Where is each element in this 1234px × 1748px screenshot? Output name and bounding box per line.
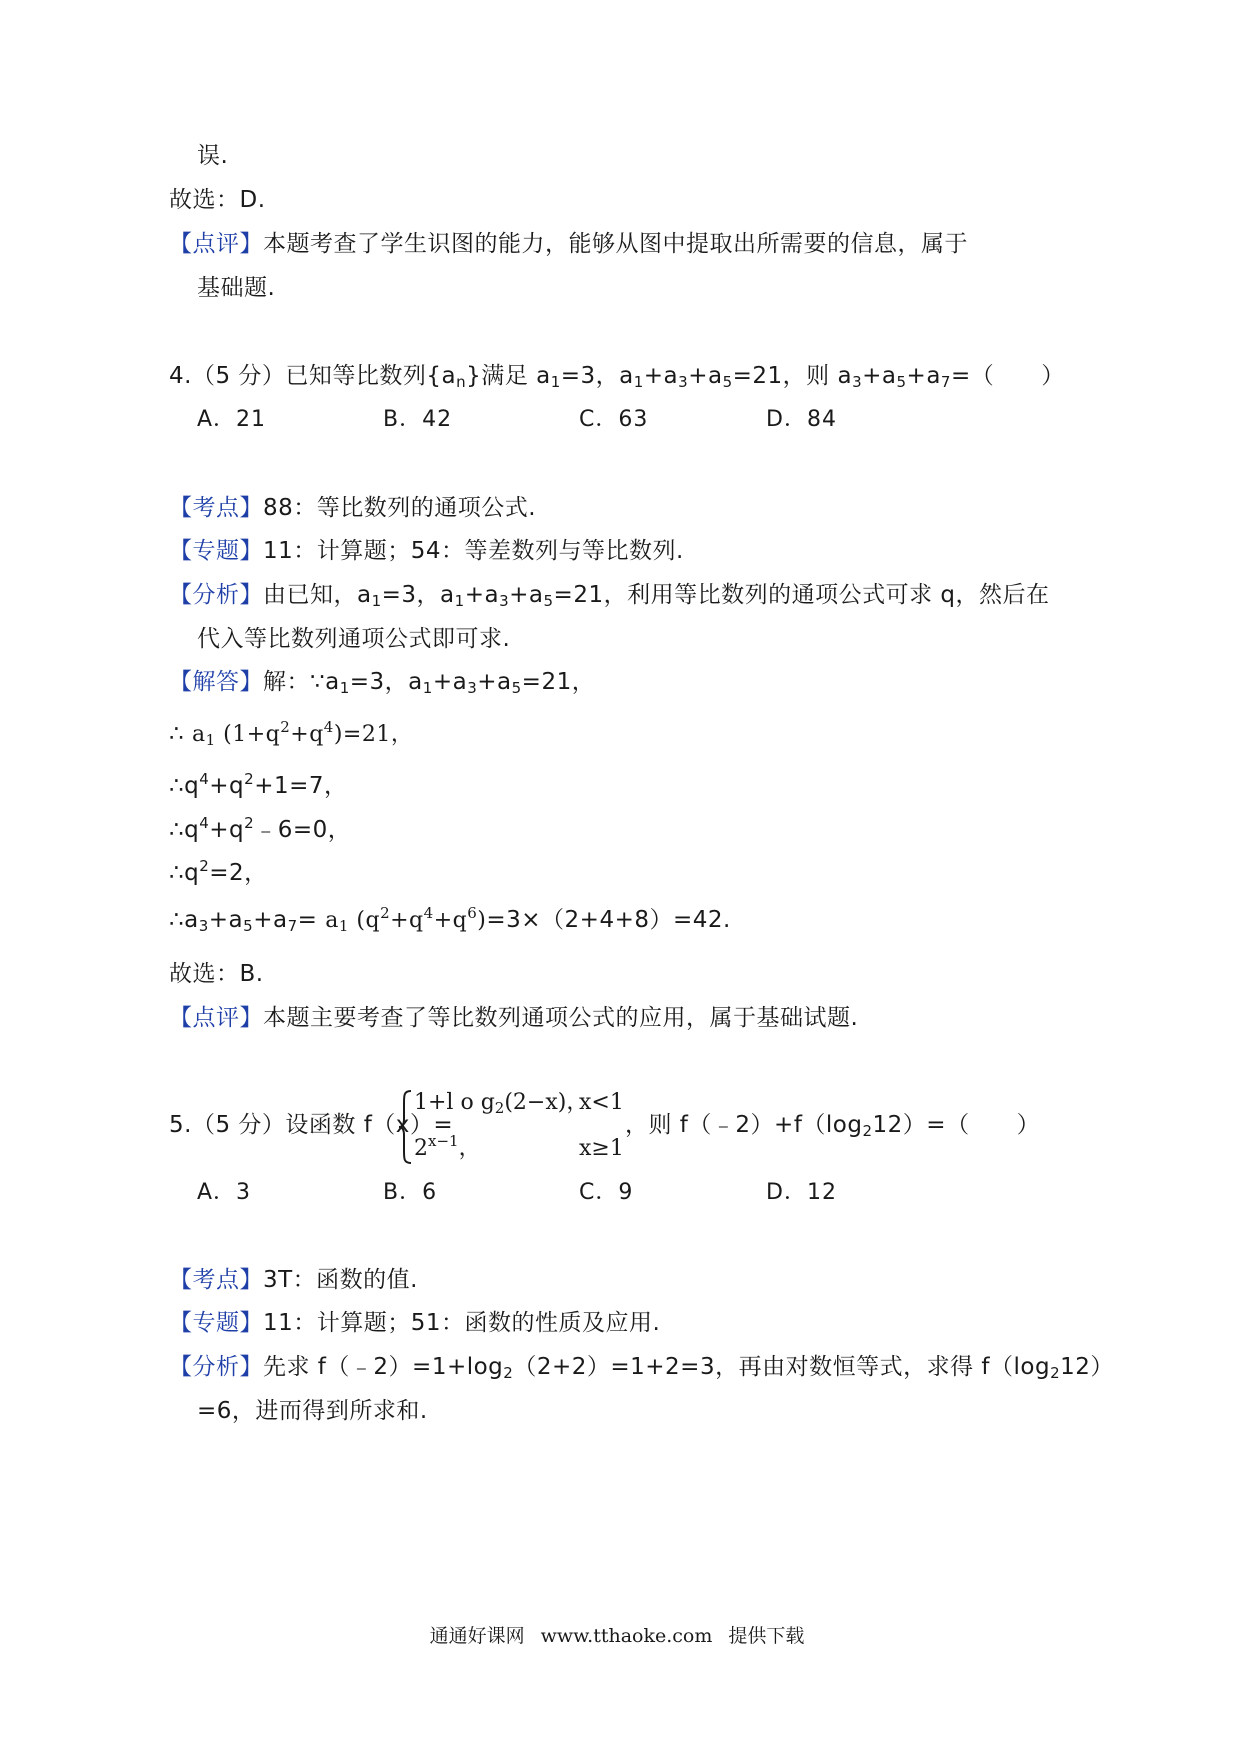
q4-choose: 故选：B. bbox=[169, 961, 264, 987]
footer-site-name: 通通好课网 bbox=[429, 1625, 525, 1647]
fenxi-text: 由已知，$a_1=3$，$a_1+a_3+a_5=21$，利用等比数列的通项公式可求 q，然后在 bbox=[263, 582, 1050, 610]
q4-option-b: B．42 bbox=[383, 407, 453, 432]
q4-step1: ∴ $a_1$ $(1+q^2+q^4)=21$， bbox=[169, 718, 414, 749]
q4-option-d: D．84 bbox=[766, 407, 837, 432]
kaodian-text: 3T：函数的值. bbox=[263, 1267, 418, 1293]
q4-zhuanti bbox=[169, 536, 684, 566]
tag-jieda: 【解答】 bbox=[169, 669, 263, 695]
comment-text: 本题主要考查了等比数列通项公式的应用，属于基础试题. bbox=[263, 1005, 859, 1031]
tag-kaodian: 【考点】 bbox=[169, 1267, 263, 1293]
q5-option-d: D．12 bbox=[766, 1180, 837, 1205]
q5-stem-prefix: 5.（5 分）设函数 f（x）= bbox=[169, 1112, 454, 1138]
q5-option-a: A．3 bbox=[197, 1180, 252, 1205]
zhuanti-text: 11：计算题；54：等差数列与等比数列. bbox=[263, 538, 684, 564]
prev-comment-cont: 基础题. bbox=[197, 275, 276, 301]
left-brace-icon bbox=[398, 1089, 414, 1165]
tag-zhuanti: 【专题】 bbox=[169, 1310, 263, 1336]
q5-case1-cond: x<1 bbox=[579, 1090, 624, 1115]
prev-line: 误. bbox=[197, 143, 229, 169]
tag-dianping: 【点评】 bbox=[169, 231, 263, 257]
footer-url[interactable]: www.tthaoke.com bbox=[540, 1625, 713, 1647]
q4-comment bbox=[169, 1003, 858, 1033]
jieda-text: 解：$\because a_1=3$，$a_1+a_3+a_5=21$， bbox=[263, 669, 596, 697]
comment-text: 本题考查了学生识图的能力，能够从图中提取出所需要的信息，属于 bbox=[263, 231, 968, 257]
prev-comment bbox=[169, 229, 968, 259]
q4-fenxi bbox=[169, 580, 1050, 610]
q5-option-c: C．9 bbox=[579, 1180, 634, 1205]
q4-stem: 4.（5 分）已知等比数列$\{a_n\}$满足 $a_1=3$，$a_1+a_3+a_5=21$，则 $a_3+a_5+a_7=$（ ） bbox=[169, 363, 1065, 391]
q4-step5: $\therefore a_3+a_5+a_7= a_1$ $(q^2+q^4+q^6)=3\times(2+4+8)=42$. bbox=[169, 904, 731, 935]
q5-case2-expr: $2^{x-1}$， bbox=[414, 1132, 481, 1161]
q5-case1-expr: 1+l o $g_2(2-x)$， bbox=[414, 1090, 589, 1117]
q4-step4: $\therefore q^2=2$， bbox=[169, 857, 268, 886]
tag-dianping: 【点评】 bbox=[169, 1005, 263, 1031]
q4-fenxi-cont: 代入等比数列通项公式即可求. bbox=[197, 626, 511, 652]
q5-case2-cond: x≥1 bbox=[579, 1136, 624, 1161]
zhuanti-text: 11：计算题；51：函数的性质及应用. bbox=[263, 1310, 661, 1336]
page-footer bbox=[0, 1621, 1234, 1648]
q4-jieda bbox=[169, 667, 595, 697]
tag-fenxi: 【分析】 bbox=[169, 582, 263, 608]
q5-stem-suffix: ，则 $f(﹣2)+f(\log_212)=$（ ） bbox=[625, 1112, 1041, 1140]
q5-fenxi bbox=[169, 1352, 1114, 1382]
tag-zhuanti: 【专题】 bbox=[169, 538, 263, 564]
q4-option-c: C．63 bbox=[579, 407, 649, 432]
q5-kaodian bbox=[169, 1265, 418, 1295]
tag-kaodian: 【考点】 bbox=[169, 495, 263, 521]
q4-step2: $\therefore q^4+q^2+1=7$， bbox=[169, 770, 348, 799]
q4-step3: $\therefore q^4+q^2﹣6=0$， bbox=[169, 814, 352, 843]
q4-option-a: A．21 bbox=[197, 407, 267, 432]
kaodian-text: 88：等比数列的通项公式. bbox=[263, 495, 537, 521]
footer-suffix: 提供下载 bbox=[728, 1625, 805, 1647]
q5-fenxi-cont: =6，进而得到所求和. bbox=[197, 1398, 428, 1424]
prev-choose: 故选：D. bbox=[169, 187, 266, 213]
q4-kaodian bbox=[169, 493, 536, 523]
q5-option-b: B．6 bbox=[383, 1180, 438, 1205]
fenxi-text: 先求 $f(﹣2)=1+\log_2(2+2)=1+2=3$，再由对数恒等式，求得 $f(\log_212)$ bbox=[263, 1354, 1114, 1382]
tag-fenxi: 【分析】 bbox=[169, 1354, 263, 1380]
q5-zhuanti bbox=[169, 1308, 660, 1338]
